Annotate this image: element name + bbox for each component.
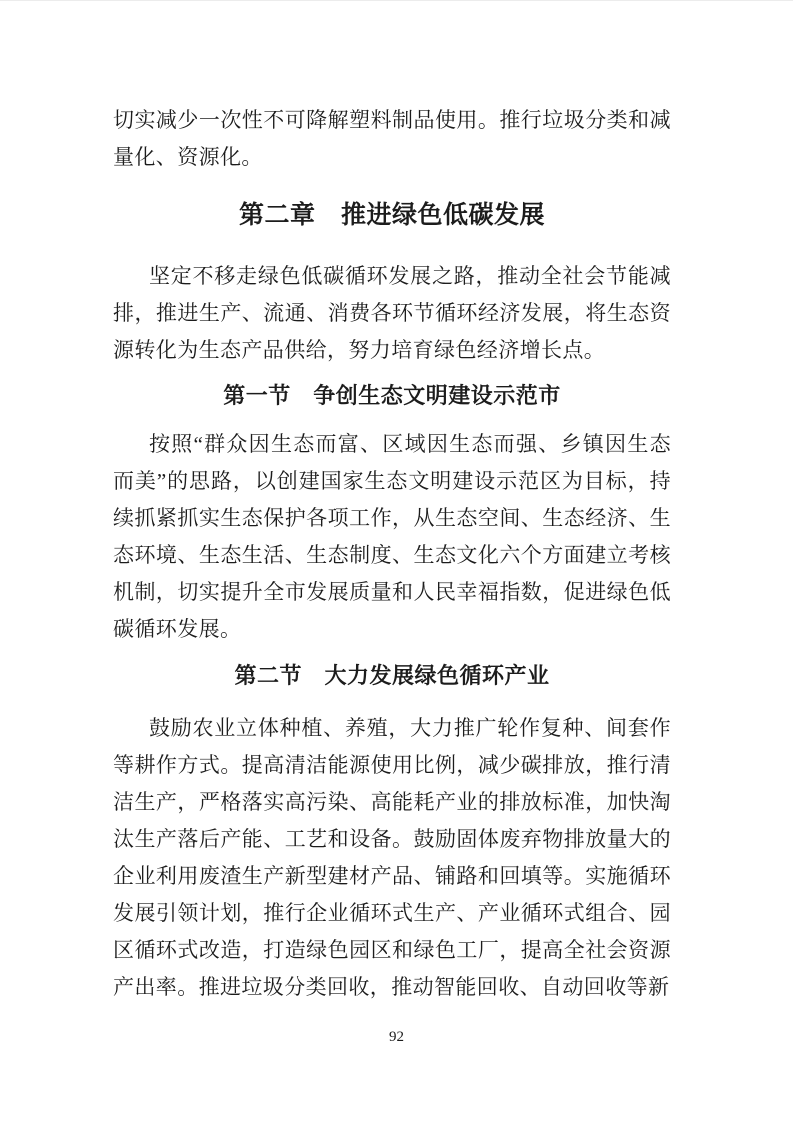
chapter-heading: 第二章 推进绿色低碳发展 — [238, 201, 545, 229]
section-1-heading: 第一节 争创生态文明建设示范市 — [223, 383, 561, 408]
paragraph-continuation: 切实减少一次性不可降解塑料制品使用。推行垃圾分类和减量化、资源化。 — [113, 108, 671, 169]
section-2-paragraph: 鼓励农业立体种植、养殖，大力推广轮作复种、间套作等耕作方式。提高清洁能源使用比例，减少碳排放，推行清洁生产，严格落实高污染、高能耗产业的排放标准，加快淘汰生产落后产能、工艺和设备。鼓励固体废弃物排放量大的企业利用废渣生产新型建材产品、铺路和回填等。实施循环发展引领计划，推行企业循环式生产、产业循环式组合、园区循环式改造，打造绿色园区和绿色工厂，提高全社会资源产出率。推进垃圾分类回收，推动智能回收、自动回收等新 — [113, 716, 671, 999]
section-2-heading: 第二节 大力发展绿色循环产业 — [234, 663, 550, 688]
chapter-intro-paragraph: 坚定不移走绿色低碳循环发展之路，推动全社会节能减排，推进生产、流通、消费各环节循环经济发展，将生态资源转化为生态产品供给，努力培育绿色经济增长点。 — [113, 264, 671, 362]
page-number: 92 — [389, 1029, 404, 1045]
section-1-paragraph: 按照“群众因生态而富、区域因生态而强、乡镇因生态而美”的思路，以创建国家生态文明建设示范区为目标，持续抓紧抓实生态保护各项工作，从生态空间、生态经济、生态环境、生态生活、生态制度、生态文化六个方面建立考核机制，切实提升全市发展质量和人民幸福指数，促进绿色低碳循环发展。 — [113, 432, 671, 641]
page-content — [0, 102, 793, 1006]
